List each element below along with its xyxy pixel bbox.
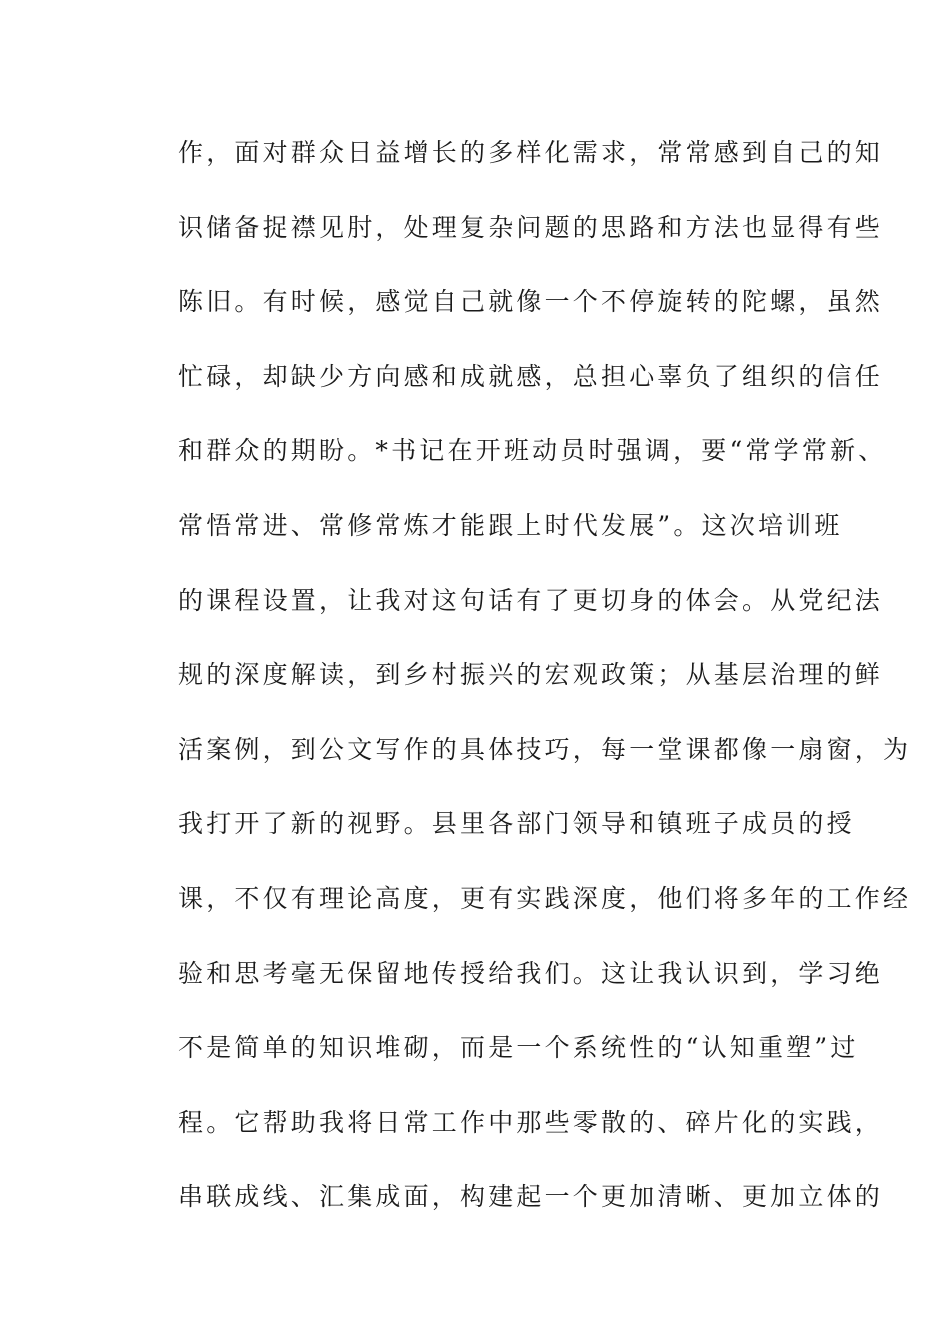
text-line: 规的深度解读，到乡村振兴的宏观政策；从基层治理的鲜 — [178, 660, 884, 690]
text-line: 串联成线、汇集成面，构建起一个更加清晰、更加立体的 — [178, 1182, 884, 1212]
text-line: 识储备捉襟见肘，处理复杂问题的思路和方法也显得有些 — [178, 212, 884, 242]
text-line: 活案例，到公文写作的具体技巧，每一堂课都像一扇窗，为 — [178, 734, 912, 764]
text-line: 陈旧。有时候，感觉自己就像一个不停旋转的陀螺，虽然 — [178, 287, 884, 317]
text-line: 课，不仅有理论高度，更有实践深度，他们将多年的工作经 — [178, 883, 912, 913]
text-line: 忙碌，却缺少方向感和成就感，总担心辜负了组织的信任 — [178, 361, 884, 391]
text-line: 验和思考毫无保留地传授给我们。这让我认识到，学习绝 — [178, 958, 884, 988]
body-text — [178, 128, 912, 1247]
text-line: 不是简单的知识堆砌，而是一个系统性的“认知重塑”过 — [178, 1033, 859, 1063]
text-line: 的课程设置，让我对这句话有了更切身的体会。从党纪法 — [178, 585, 884, 615]
text-line: 常悟常进、常修常炼才能跟上时代发展”。这次培训班 — [178, 510, 843, 540]
text-line: 程。它帮助我将日常工作中那些零散的、碎片化的实践， — [178, 1107, 884, 1137]
text-line: 和群众的期盼。*书记在开班动员时强调，要“常学常新、 — [178, 436, 887, 466]
text-line: 作，面对群众日益增长的多样化需求，常常感到自己的知 — [178, 138, 884, 167]
text-line: 我打开了新的视野。县里各部门领导和镇班子成员的授 — [178, 809, 855, 839]
